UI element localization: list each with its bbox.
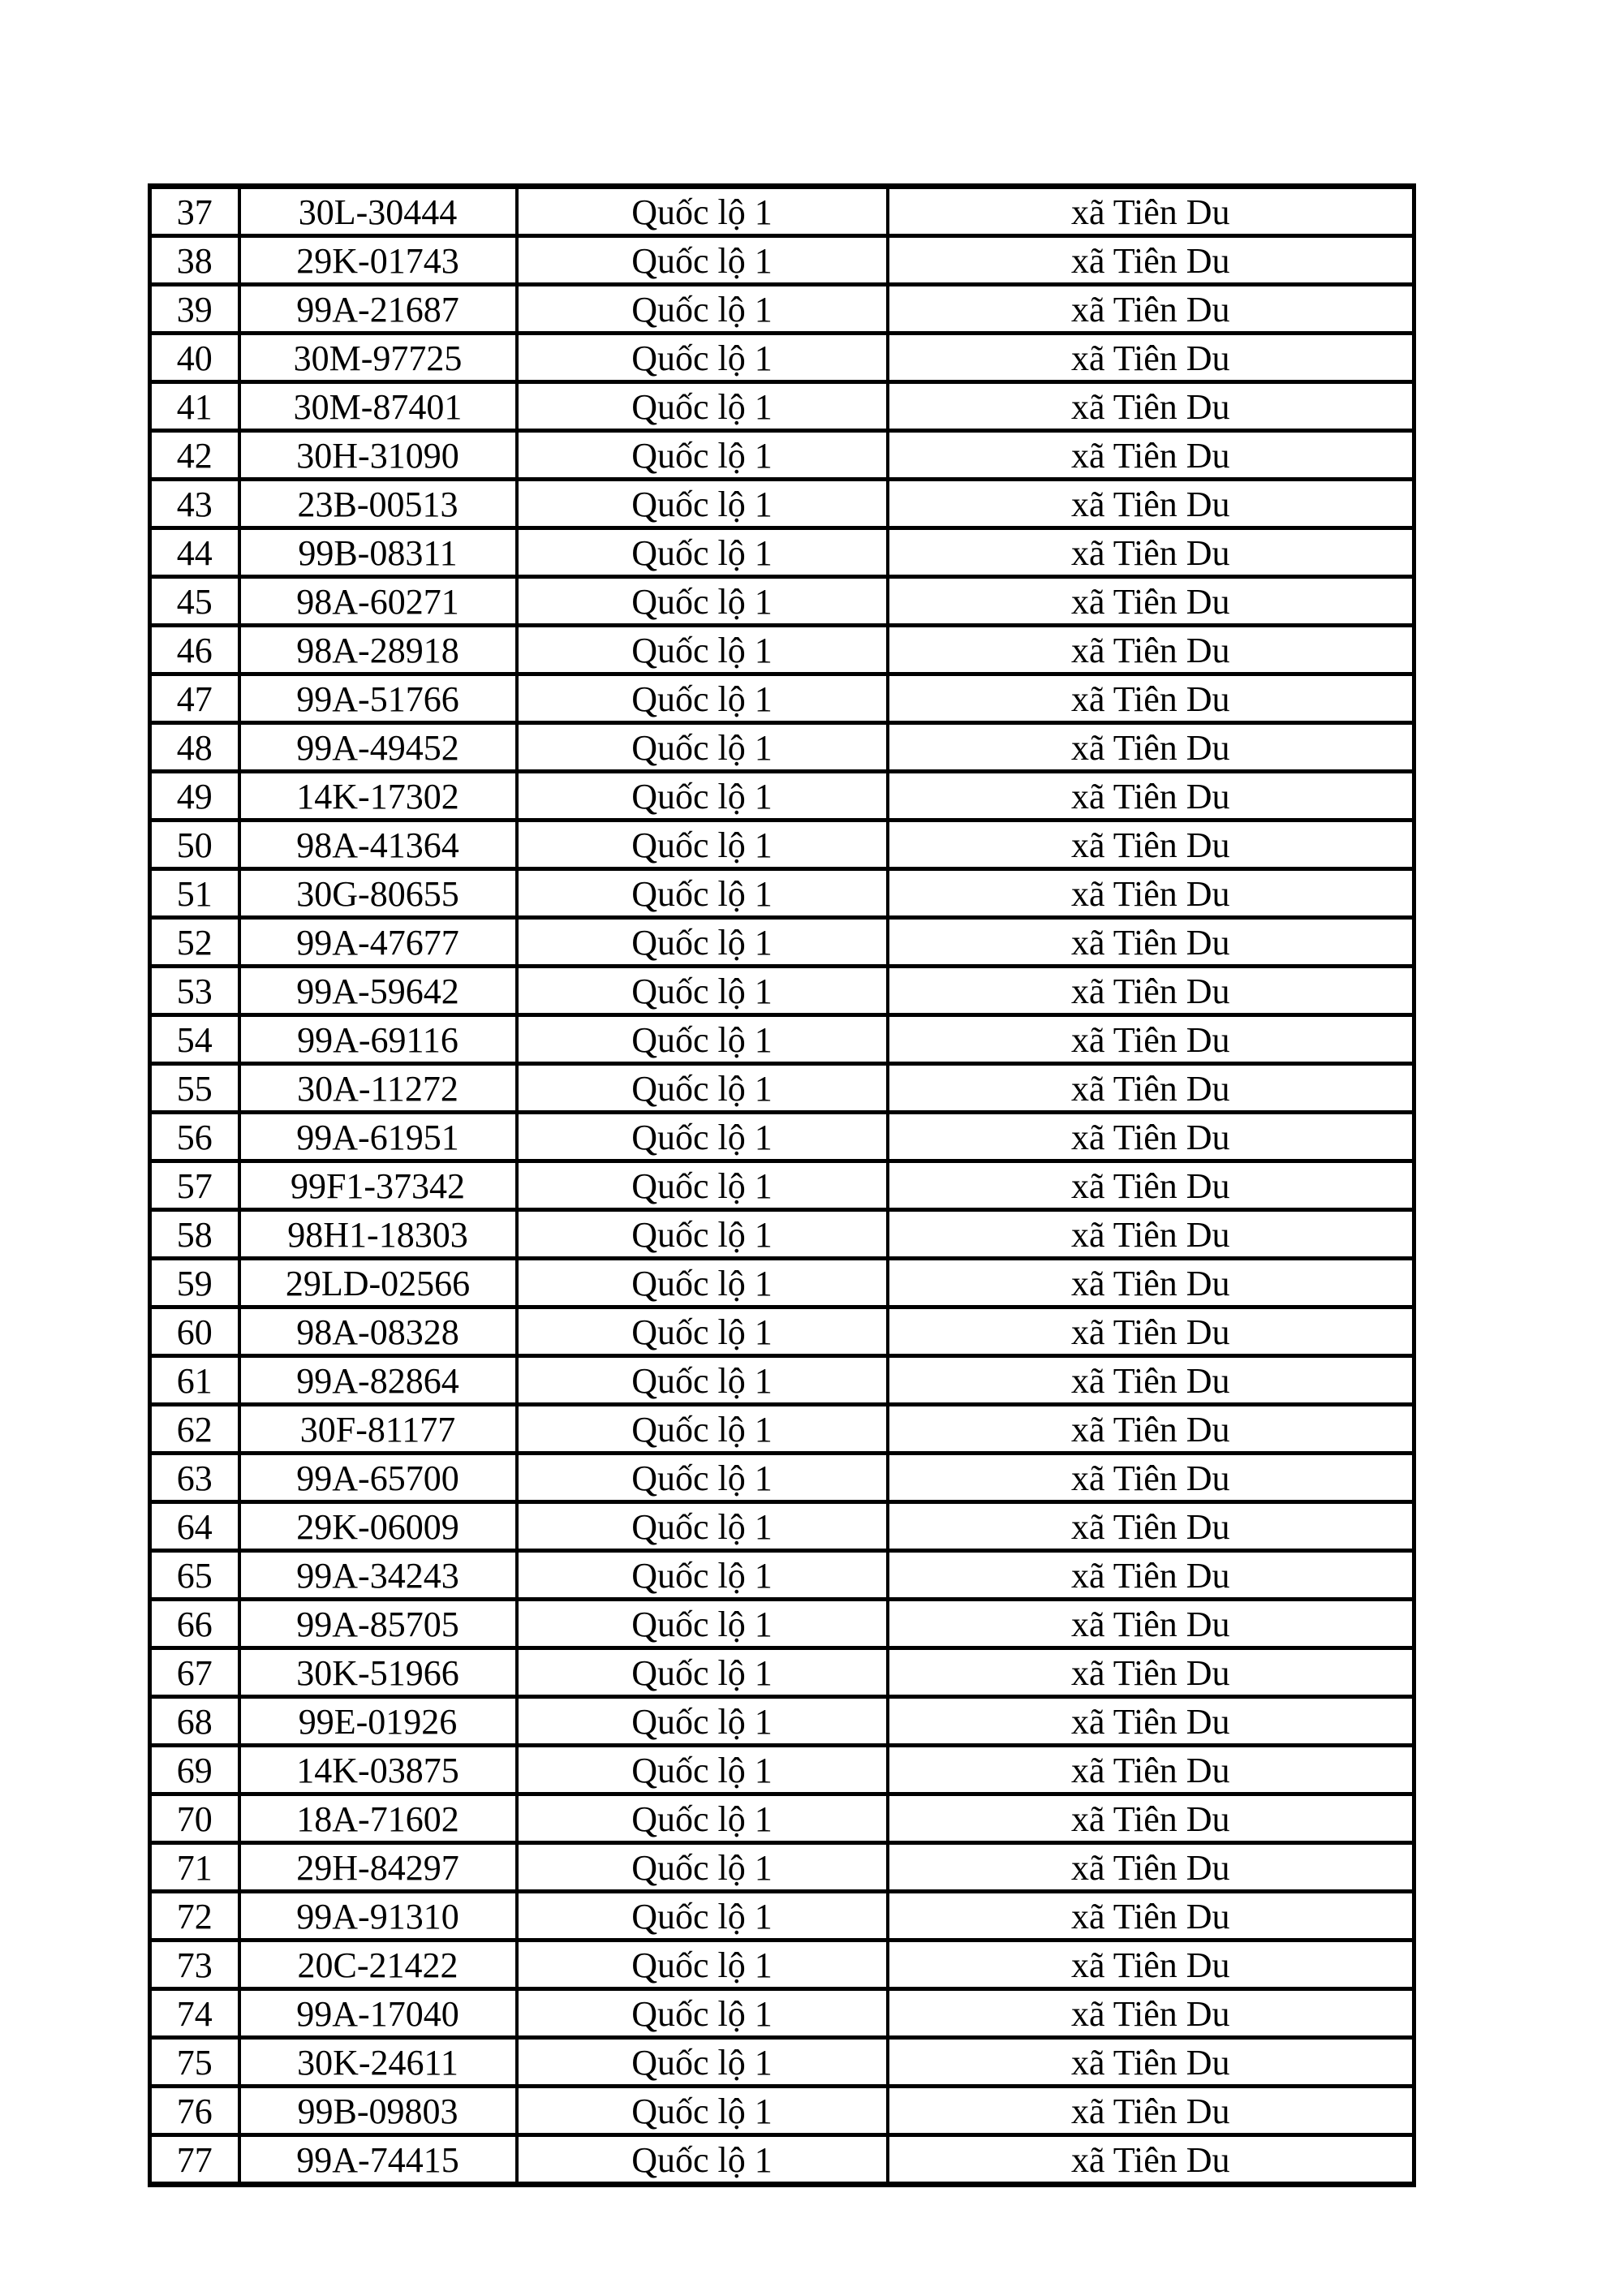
commune-cell: xã Tiên Du <box>888 1502 1414 1551</box>
route-cell: Quốc lộ 1 <box>517 723 888 772</box>
table-row <box>150 1405 1414 1454</box>
license-plate-cell: 29K-01743 <box>239 236 517 285</box>
route-cell: Quốc lộ 1 <box>517 821 888 869</box>
commune-cell: xã Tiên Du <box>888 1113 1414 1161</box>
row-number-cell: 49 <box>150 772 239 821</box>
license-plate-cell: 14K-03875 <box>239 1746 517 1794</box>
license-plate-cell: 30L-30444 <box>239 187 517 236</box>
table-row <box>150 577 1414 626</box>
license-plate-cell: 29H-84297 <box>239 1843 517 1892</box>
route-cell: Quốc lộ 1 <box>517 236 888 285</box>
route-cell: Quốc lộ 1 <box>517 480 888 528</box>
commune-cell: xã Tiên Du <box>888 1064 1414 1113</box>
row-number-cell: 48 <box>150 723 239 772</box>
route-cell: Quốc lộ 1 <box>517 334 888 382</box>
row-number-cell: 50 <box>150 821 239 869</box>
commune-cell: xã Tiên Du <box>888 1551 1414 1600</box>
row-number-cell: 75 <box>150 2038 239 2087</box>
table-row <box>150 626 1414 674</box>
commune-cell: xã Tiên Du <box>888 236 1414 285</box>
row-number-cell: 51 <box>150 869 239 918</box>
table-row <box>150 1064 1414 1113</box>
table-row <box>150 2038 1414 2087</box>
route-cell: Quốc lộ 1 <box>517 1064 888 1113</box>
row-number-cell: 53 <box>150 967 239 1015</box>
commune-cell: xã Tiên Du <box>888 1015 1414 1064</box>
row-number-cell: 57 <box>150 1161 239 1210</box>
commune-cell: xã Tiên Du <box>888 1794 1414 1843</box>
row-number-cell: 74 <box>150 1989 239 2038</box>
commune-cell: xã Tiên Du <box>888 1210 1414 1259</box>
commune-cell: xã Tiên Du <box>888 1648 1414 1697</box>
row-number-cell: 77 <box>150 2135 239 2185</box>
table-row <box>150 334 1414 382</box>
commune-cell: xã Tiên Du <box>888 626 1414 674</box>
row-number-cell: 62 <box>150 1405 239 1454</box>
route-cell: Quốc lộ 1 <box>517 674 888 723</box>
table-row <box>150 1307 1414 1356</box>
commune-cell: xã Tiên Du <box>888 1307 1414 1356</box>
commune-cell: xã Tiên Du <box>888 528 1414 577</box>
row-number-cell: 41 <box>150 382 239 431</box>
table-row <box>150 285 1414 334</box>
license-plate-cell: 99A-65700 <box>239 1454 517 1502</box>
license-plate-cell: 99A-21687 <box>239 285 517 334</box>
license-plate-cell: 30M-97725 <box>239 334 517 382</box>
route-cell: Quốc lộ 1 <box>517 1697 888 1746</box>
route-cell: Quốc lộ 1 <box>517 431 888 480</box>
license-plate-cell: 30H-31090 <box>239 431 517 480</box>
table-row <box>150 187 1414 236</box>
row-number-cell: 66 <box>150 1600 239 1648</box>
license-plate-cell: 99A-61951 <box>239 1113 517 1161</box>
license-plate-cell: 99A-69116 <box>239 1015 517 1064</box>
route-cell: Quốc lộ 1 <box>517 1405 888 1454</box>
row-number-cell: 59 <box>150 1259 239 1307</box>
license-plate-cell: 98A-41364 <box>239 821 517 869</box>
route-cell: Quốc lộ 1 <box>517 1746 888 1794</box>
license-plate-cell: 20C-21422 <box>239 1941 517 1989</box>
commune-cell: xã Tiên Du <box>888 2135 1414 2185</box>
table-row <box>150 1356 1414 1405</box>
table-row <box>150 1746 1414 1794</box>
table-row <box>150 1648 1414 1697</box>
commune-cell: xã Tiên Du <box>888 1259 1414 1307</box>
row-number-cell: 61 <box>150 1356 239 1405</box>
commune-cell: xã Tiên Du <box>888 1941 1414 1989</box>
row-number-cell: 37 <box>150 187 239 236</box>
commune-cell: xã Tiên Du <box>888 723 1414 772</box>
commune-cell: xã Tiên Du <box>888 772 1414 821</box>
route-cell: Quốc lộ 1 <box>517 1502 888 1551</box>
license-plate-cell: 99A-74415 <box>239 2135 517 2185</box>
route-cell: Quốc lộ 1 <box>517 1843 888 1892</box>
row-number-cell: 43 <box>150 480 239 528</box>
route-cell: Quốc lộ 1 <box>517 2087 888 2135</box>
row-number-cell: 63 <box>150 1454 239 1502</box>
table-row <box>150 821 1414 869</box>
row-number-cell: 72 <box>150 1892 239 1941</box>
license-plate-cell: 30G-80655 <box>239 869 517 918</box>
license-plate-cell: 99E-01926 <box>239 1697 517 1746</box>
license-plate-cell: 30A-11272 <box>239 1064 517 1113</box>
route-cell: Quốc lộ 1 <box>517 1015 888 1064</box>
row-number-cell: 55 <box>150 1064 239 1113</box>
row-number-cell: 56 <box>150 1113 239 1161</box>
license-plate-cell: 98A-28918 <box>239 626 517 674</box>
table-row <box>150 382 1414 431</box>
license-plate-cell: 30K-24611 <box>239 2038 517 2087</box>
table-row <box>150 772 1414 821</box>
route-cell: Quốc lộ 1 <box>517 1454 888 1502</box>
route-cell: Quốc lộ 1 <box>517 967 888 1015</box>
commune-cell: xã Tiên Du <box>888 1356 1414 1405</box>
route-cell: Quốc lộ 1 <box>517 1551 888 1600</box>
license-plate-cell: 23B-00513 <box>239 480 517 528</box>
route-cell: Quốc lộ 1 <box>517 1648 888 1697</box>
route-cell: Quốc lộ 1 <box>517 1307 888 1356</box>
license-plate-cell: 29K-06009 <box>239 1502 517 1551</box>
license-plate-cell: 99B-09803 <box>239 2087 517 2135</box>
license-plate-cell: 99A-17040 <box>239 1989 517 2038</box>
route-cell: Quốc lộ 1 <box>517 918 888 967</box>
table-row <box>150 480 1414 528</box>
row-number-cell: 40 <box>150 334 239 382</box>
route-cell: Quốc lộ 1 <box>517 1941 888 1989</box>
route-cell: Quốc lộ 1 <box>517 869 888 918</box>
commune-cell: xã Tiên Du <box>888 1892 1414 1941</box>
route-cell: Quốc lộ 1 <box>517 1600 888 1648</box>
table-row <box>150 1502 1414 1551</box>
license-plate-cell: 18A-71602 <box>239 1794 517 1843</box>
route-cell: Quốc lộ 1 <box>517 2135 888 2185</box>
license-plate-cell: 98H1-18303 <box>239 1210 517 1259</box>
vehicle-violation-table <box>148 183 1416 2187</box>
commune-cell: xã Tiên Du <box>888 1746 1414 1794</box>
row-number-cell: 42 <box>150 431 239 480</box>
commune-cell: xã Tiên Du <box>888 2087 1414 2135</box>
route-cell: Quốc lộ 1 <box>517 2038 888 2087</box>
commune-cell: xã Tiên Du <box>888 285 1414 334</box>
route-cell: Quốc lộ 1 <box>517 528 888 577</box>
table-row <box>150 918 1414 967</box>
table-row <box>150 723 1414 772</box>
license-plate-cell: 99A-49452 <box>239 723 517 772</box>
license-plate-cell: 30F-81177 <box>239 1405 517 1454</box>
commune-cell: xã Tiên Du <box>888 967 1414 1015</box>
commune-cell: xã Tiên Du <box>888 821 1414 869</box>
table-row <box>150 1989 1414 2038</box>
route-cell: Quốc lộ 1 <box>517 1892 888 1941</box>
commune-cell: xã Tiên Du <box>888 1697 1414 1746</box>
route-cell: Quốc lộ 1 <box>517 577 888 626</box>
row-number-cell: 76 <box>150 2087 239 2135</box>
commune-cell: xã Tiên Du <box>888 1843 1414 1892</box>
row-number-cell: 70 <box>150 1794 239 1843</box>
row-number-cell: 65 <box>150 1551 239 1600</box>
row-number-cell: 46 <box>150 626 239 674</box>
route-cell: Quốc lộ 1 <box>517 626 888 674</box>
commune-cell: xã Tiên Du <box>888 187 1414 236</box>
commune-cell: xã Tiên Du <box>888 1161 1414 1210</box>
commune-cell: xã Tiên Du <box>888 334 1414 382</box>
row-number-cell: 68 <box>150 1697 239 1746</box>
commune-cell: xã Tiên Du <box>888 1600 1414 1648</box>
commune-cell: xã Tiên Du <box>888 1989 1414 2038</box>
table-row <box>150 1454 1414 1502</box>
table-row <box>150 1113 1414 1161</box>
table-row <box>150 1600 1414 1648</box>
route-cell: Quốc lộ 1 <box>517 285 888 334</box>
route-cell: Quốc lộ 1 <box>517 1161 888 1210</box>
row-number-cell: 69 <box>150 1746 239 1794</box>
row-number-cell: 60 <box>150 1307 239 1356</box>
table-row <box>150 1210 1414 1259</box>
row-number-cell: 39 <box>150 285 239 334</box>
license-plate-cell: 99A-59642 <box>239 967 517 1015</box>
row-number-cell: 38 <box>150 236 239 285</box>
route-cell: Quốc lộ 1 <box>517 772 888 821</box>
table-row <box>150 1794 1414 1843</box>
license-plate-cell: 99B-08311 <box>239 528 517 577</box>
commune-cell: xã Tiên Du <box>888 382 1414 431</box>
table-row <box>150 674 1414 723</box>
commune-cell: xã Tiên Du <box>888 869 1414 918</box>
table-row <box>150 431 1414 480</box>
route-cell: Quốc lộ 1 <box>517 1356 888 1405</box>
license-plate-cell: 99A-82864 <box>239 1356 517 1405</box>
row-number-cell: 73 <box>150 1941 239 1989</box>
table-row <box>150 1697 1414 1746</box>
license-plate-cell: 30K-51966 <box>239 1648 517 1697</box>
table-row <box>150 1941 1414 1989</box>
license-plate-cell: 29LD-02566 <box>239 1259 517 1307</box>
route-cell: Quốc lộ 1 <box>517 382 888 431</box>
row-number-cell: 58 <box>150 1210 239 1259</box>
row-number-cell: 52 <box>150 918 239 967</box>
table-row <box>150 236 1414 285</box>
table-row <box>150 1551 1414 1600</box>
license-plate-cell: 30M-87401 <box>239 382 517 431</box>
route-cell: Quốc lộ 1 <box>517 1113 888 1161</box>
table-row <box>150 967 1414 1015</box>
route-cell: Quốc lộ 1 <box>517 1259 888 1307</box>
route-cell: Quốc lộ 1 <box>517 1989 888 2038</box>
license-plate-cell: 99A-34243 <box>239 1551 517 1600</box>
license-plate-cell: 98A-08328 <box>239 1307 517 1356</box>
license-plate-cell: 14K-17302 <box>239 772 517 821</box>
table-row <box>150 1259 1414 1307</box>
route-cell: Quốc lộ 1 <box>517 1794 888 1843</box>
table-row <box>150 2087 1414 2135</box>
route-cell: Quốc lộ 1 <box>517 1210 888 1259</box>
commune-cell: xã Tiên Du <box>888 431 1414 480</box>
commune-cell: xã Tiên Du <box>888 674 1414 723</box>
table-body <box>150 187 1414 2185</box>
row-number-cell: 54 <box>150 1015 239 1064</box>
row-number-cell: 64 <box>150 1502 239 1551</box>
license-plate-cell: 99A-47677 <box>239 918 517 967</box>
commune-cell: xã Tiên Du <box>888 2038 1414 2087</box>
license-plate-cell: 99F1-37342 <box>239 1161 517 1210</box>
row-number-cell: 67 <box>150 1648 239 1697</box>
table-row <box>150 1892 1414 1941</box>
commune-cell: xã Tiên Du <box>888 577 1414 626</box>
table-row <box>150 528 1414 577</box>
commune-cell: xã Tiên Du <box>888 480 1414 528</box>
table-row <box>150 1843 1414 1892</box>
table-row <box>150 2135 1414 2185</box>
row-number-cell: 71 <box>150 1843 239 1892</box>
license-plate-cell: 99A-85705 <box>239 1600 517 1648</box>
commune-cell: xã Tiên Du <box>888 1454 1414 1502</box>
route-cell: Quốc lộ 1 <box>517 187 888 236</box>
commune-cell: xã Tiên Du <box>888 1405 1414 1454</box>
row-number-cell: 45 <box>150 577 239 626</box>
table-row <box>150 1015 1414 1064</box>
license-plate-cell: 99A-91310 <box>239 1892 517 1941</box>
table-row <box>150 869 1414 918</box>
license-plate-cell: 99A-51766 <box>239 674 517 723</box>
license-plate-cell: 98A-60271 <box>239 577 517 626</box>
table-row <box>150 1161 1414 1210</box>
commune-cell: xã Tiên Du <box>888 918 1414 967</box>
row-number-cell: 44 <box>150 528 239 577</box>
row-number-cell: 47 <box>150 674 239 723</box>
